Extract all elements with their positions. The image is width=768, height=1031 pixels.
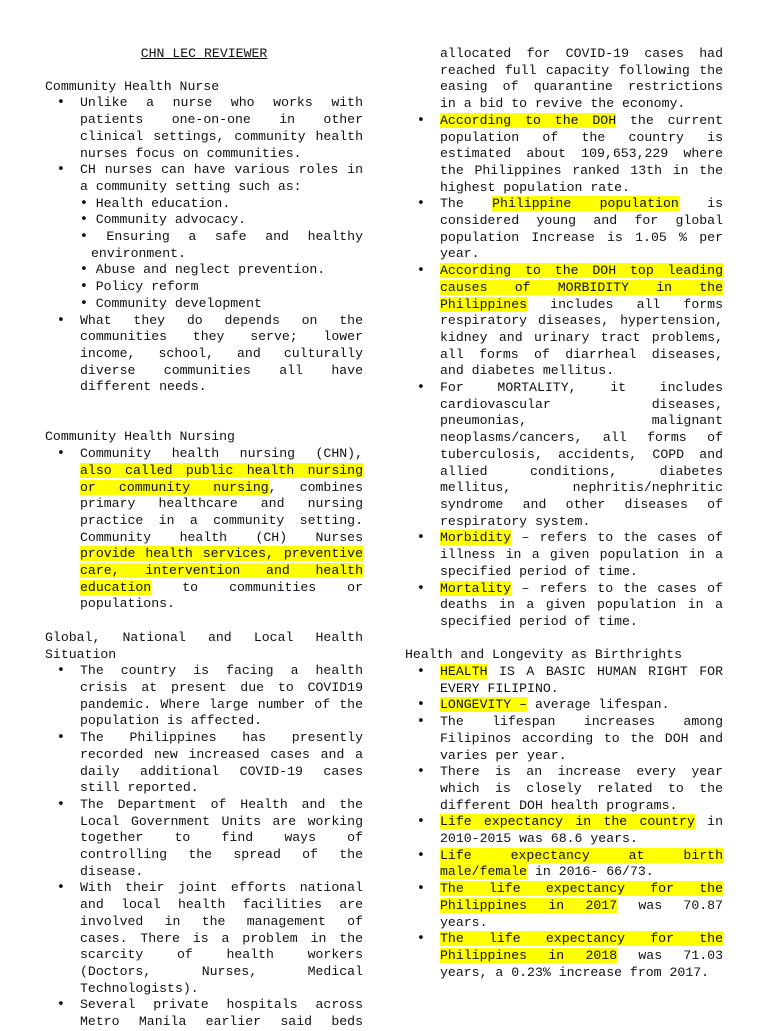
list-item: • CH nurses can have various roles in a community setting such as: xyxy=(45,162,363,195)
sub-list-item: • Ensuring a safe and healthy environment. xyxy=(80,229,363,261)
section-heading-health-longevity: Health and Longevity as Birthrights xyxy=(405,647,682,663)
highlighted-text: LONGEVITY – xyxy=(440,697,528,713)
list-item: • The life expectancy for the Philippines in 2017 was 70.87 years. xyxy=(405,881,723,931)
bullet-list-health-situation-continued xyxy=(405,113,723,631)
list-item: • The lifespan increases among Filipinos according to the DOH and varies per year. xyxy=(405,714,723,764)
highlighted-text: According to the DOH top leading causes of MORBIDITY in the Philippines xyxy=(440,263,723,312)
sub-list-item: • Community development xyxy=(80,295,262,311)
list-item: • For MORTALITY, it includes cardiovascular diseases, pneumonias, malignant neoplasms/cancers, all forms of tuberculosis, accidents, COPD and allied conditions, diabetes mellitus, nephritis/nephritic syndrome and other diseases of respiratory system. xyxy=(405,380,723,530)
list-item: • Mortality – refers to the cases of deaths in a given population in a specified period of time. xyxy=(405,581,723,631)
list-item: • There is an increase every year which is closely related to the different DOH health programs. xyxy=(405,764,723,814)
sub-list-item: • Policy reform xyxy=(80,279,199,295)
list-item: • The life expectancy for the Philippines in 2018 was 71.03 years, a 0.23% increase from 2017. xyxy=(405,931,723,981)
highlighted-text: Philippine population xyxy=(492,196,679,212)
bullet-list-community-health-nurse xyxy=(45,95,363,396)
list-item: • Life expectancy in the country in 2010-2015 was 68.6 years. xyxy=(405,814,723,847)
list-item: • Community health nursing (CHN), also called public health nursing or community nursing, combines primary healthcare and nursing practice in a community setting. Community health (CH) Nurses provide health services, preventive care, intervention and health education to communities or populations. xyxy=(45,446,363,613)
list-item: • HEALTH IS A BASIC HUMAN RIGHT FOR EVERY FILIPINO. xyxy=(405,664,723,697)
list-item: • LONGEVITY – average lifespan. xyxy=(405,697,723,714)
highlighted-text: Morbidity xyxy=(440,530,512,546)
bullet-list-community-health-nursing xyxy=(45,446,363,613)
bullet-list-health-situation xyxy=(45,663,363,1030)
highlighted-text: HEALTH xyxy=(440,664,488,679)
list-item: • What they do depends on the communities they serve; lower income, school, and culturally diverse communities all have different needs. xyxy=(45,313,363,397)
sub-list-item: • Health education. xyxy=(80,195,231,211)
section-heading-community-health-nursing: Community Health Nursing xyxy=(45,429,235,445)
section-heading-community-health-nurse: Community Health Nurse xyxy=(45,78,220,94)
sub-list-item: • Abuse and neglect prevention. xyxy=(80,262,326,278)
highlighted-text: also called public health nursing or community nursing xyxy=(80,462,363,495)
list-item: • According to the DOH the current population of the country is estimated about 109,653,229 where the Philippines ranked 13th in the highest population rate. xyxy=(405,113,723,197)
right-column xyxy=(405,46,723,981)
highlighted-text: provide health services, preventive care, intervention and health education xyxy=(80,546,363,595)
list-item: • Several private hospitals across Metro Manila earlier said beds xyxy=(45,997,363,1030)
highlighted-text: Mortality xyxy=(440,580,512,596)
list-item: • With their joint efforts national and local health facilities are involved in the management of cases. There is a problem in the scarcity of health workers (Doctors, Nurses, Medical Technologists). xyxy=(45,880,363,997)
list-item: • The Department of Health and the Local Government Units are working together to find ways of controlling the spread of the disease. xyxy=(45,797,363,881)
sub-list-item: • Community advocacy. xyxy=(80,212,247,228)
list-item: • Life expectancy at birth male/female in 2016- 66/73. xyxy=(405,848,723,881)
section-heading-health-situation: Global, National and Local Health Situation xyxy=(45,629,363,662)
highlighted-text: According to the DOH xyxy=(440,112,617,128)
highlighted-text: The life expectancy for the Philippines in 2018 xyxy=(440,931,723,963)
list-item: • Unlike a nurse who works with patients one-on-one in other clinical settings, community health nurses focus on communities. xyxy=(45,95,363,162)
list-item-continuation: allocated for COVID-19 cases had reached full capacity following the easing of quarantine restrictions in a bid to revive the economy. xyxy=(440,46,723,112)
document-title: CHN LEC REVIEWER xyxy=(140,46,268,61)
list-item: • Morbidity – refers to the cases of illness in a given population in a specified period of time. xyxy=(405,530,723,580)
bullet-list-health-longevity xyxy=(405,664,723,981)
list-item: • According to the DOH top leading causes of MORBIDITY in the Philippines includes all forms respiratory diseases, hypertension, kidney and urinary tract problems, all forms of diarrheal diseases, and diabetes mellitus. xyxy=(405,263,723,380)
left-column xyxy=(45,46,363,1031)
highlighted-text: Life expectancy at birth male/female xyxy=(440,847,723,880)
list-item: • The country is facing a health crisis at present due to COVID19 pandemic. Where large number of the population is affected. xyxy=(45,663,363,730)
highlighted-text: Life expectancy in the country xyxy=(440,814,695,830)
list-item: • The Philippines has presently recorded new increased cases and a daily additional COVID-19 cases still reported. xyxy=(45,730,363,797)
list-item: • The Philippine population is considered young and for global population Increase is 1.05 % per year. xyxy=(405,196,723,263)
highlighted-text: The life expectancy for the Philippines in 2017 xyxy=(440,881,723,913)
